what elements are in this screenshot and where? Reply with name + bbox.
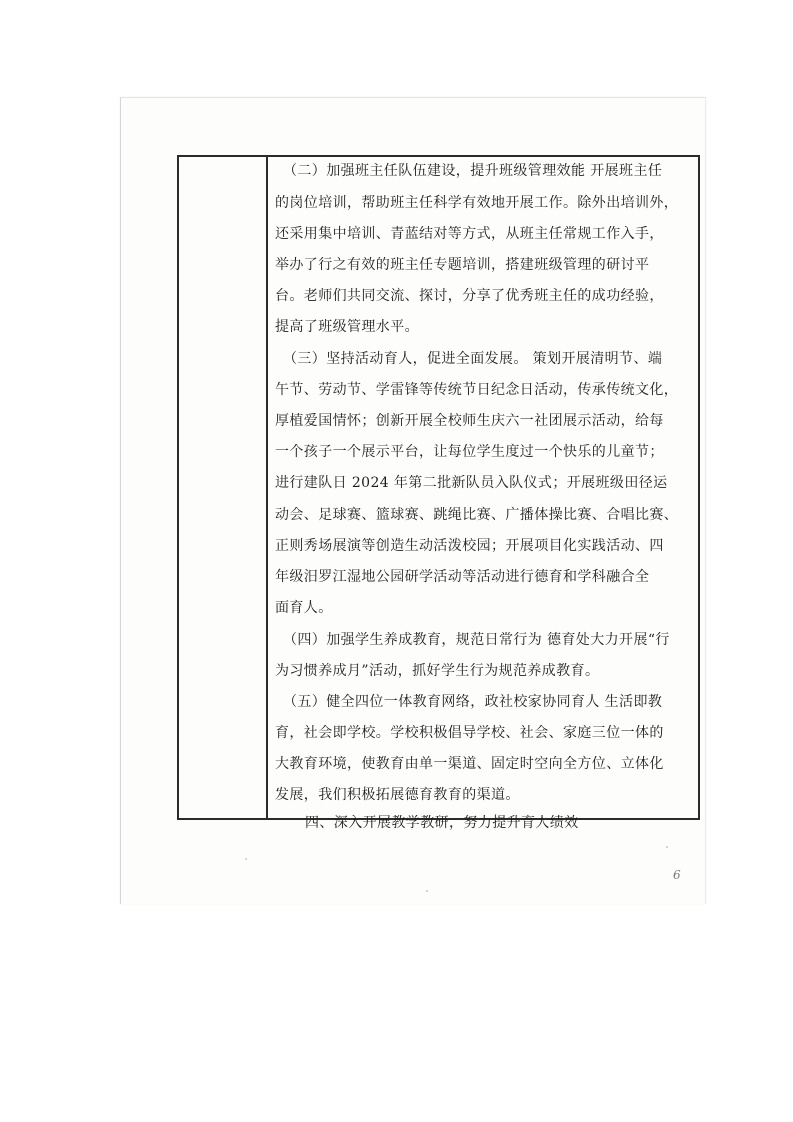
text-line: 午节、劳动节、学雷锋等传统节日纪念日活动，传承传统文化， <box>275 382 679 398</box>
table-left-cell <box>179 157 266 818</box>
text-line: 动会、足球赛、篮球赛、跳绳比赛、广播体操比赛、合唱比赛、 <box>275 507 679 523</box>
text-line: 厚植爱国情怀；创新开展全校师生庆六一社团展示活动，给每 <box>275 413 664 429</box>
text-line: （五）健全四位一体教育网络，政社校家协同育人 生活即教 <box>283 694 663 710</box>
text-line: 还采用集中培训、青蓝结对等方式，从班主任常规工作入手， <box>275 226 664 242</box>
page-number: 6 <box>673 868 681 882</box>
text-line: 年级汨罗江湿地公园研学活动等活动进行德育和学科融合全 <box>275 569 650 585</box>
scanned-page <box>120 97 706 904</box>
form-table <box>177 155 700 831</box>
scan-speck <box>426 890 428 892</box>
section-heading: 四、深入开展教学教研，努力提升育人绩效 <box>305 815 579 831</box>
text-line: 大教育环境，使教育由单一渠道、固定时空向全方位、立体化 <box>275 756 664 772</box>
text-line: 为习惯养成月”活动，抓好学生行为规范养成教育。 <box>275 663 600 679</box>
text-line: 台。老师们共同交流、探讨，分享了优秀班主任的成功经验， <box>275 288 664 304</box>
text-line: 举办了行之有效的班主任专题培训，搭建班级管理的研讨平 <box>275 257 650 273</box>
text-line: 一个孩子一个展示平台，让每位学生度过一个快乐的儿童节； <box>275 444 664 460</box>
text-line: 发展，我们积极拓展德育教育的渠道。 <box>275 787 520 803</box>
column-divider <box>266 157 268 818</box>
text-line: 育，社会即学校。学校积极倡导学校、社会、家庭三位一体的 <box>275 725 664 741</box>
text-line: 提高了班级管理水平。 <box>275 319 419 335</box>
text-line: 面育人。 <box>275 600 333 616</box>
text-line: 正则秀场展演等创造生动活泼校园；开展项目化实践活动、四 <box>275 538 664 554</box>
text-line: （四）加强学生养成教育，规范日常行为 德育处大力开展“行 <box>283 632 670 648</box>
text-line: 进行建队日 2024 年第二批新队员入队仪式；开展班级田径运 <box>275 475 668 491</box>
scan-speck <box>666 846 668 848</box>
text-line: 的岗位培训，帮助班主任科学有效地开展工作。除外出培训外， <box>275 195 679 211</box>
scan-speck <box>245 858 247 860</box>
text-line: （三）坚持活动育人，促进全面发展。 策划开展清明节、端 <box>283 351 663 367</box>
text-line: （二）加强班主任队伍建设，提升班级管理效能 开展班主任 <box>283 163 663 179</box>
